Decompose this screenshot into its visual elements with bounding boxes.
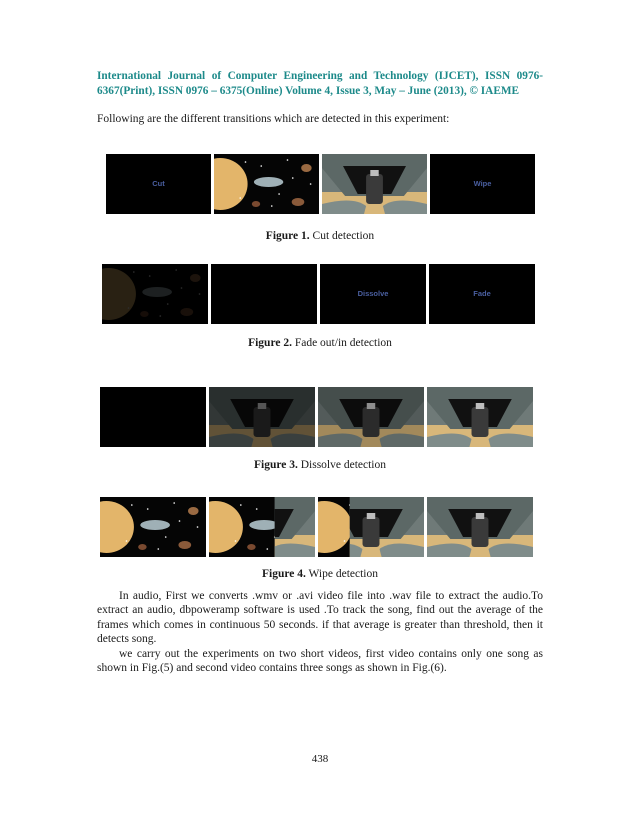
journal-header: International Journal of Computer Engineering and Technology (IJCET), ISSN 0976-6367(Print), ISSN 0976 – 6375(Online) Volume 4, Issue 3, May – June (2013), © IAEME: [97, 70, 543, 97]
figure-1-caption: [97, 229, 543, 243]
page-number: 438: [311, 753, 329, 765]
frame: [427, 387, 533, 447]
frame: [100, 497, 206, 557]
frame: [209, 387, 315, 447]
frame-overlay-label: Dissolve: [357, 289, 389, 299]
frame: [427, 497, 533, 557]
frame: [320, 264, 426, 324]
figure-label: Figure 3.: [253, 459, 298, 471]
figure-label: Figure 1.: [265, 230, 310, 242]
body-text: [97, 589, 543, 675]
frame: [209, 497, 315, 557]
frame: [211, 264, 317, 324]
intro-text: Following are the different transitions which are detected in this experiment:: [97, 113, 450, 125]
figure-4-caption: [97, 567, 543, 581]
figure-2-frames: [102, 264, 538, 324]
body-paragraph: In audio, First we converts .wmv or .avi video file into .wav file to extract the audio.To extract an audio, dbpoweramp software is used .To track the song, find out the average of the frames which comes in continuous 50 seconds. if that average is greater than threshold, then it detects song.: [97, 590, 543, 646]
frame: [100, 387, 206, 447]
figure-title: Dissolve detection: [300, 459, 387, 471]
figure-3-frames: [100, 387, 536, 447]
figure-1-frames: [106, 154, 538, 214]
frame: [318, 387, 424, 447]
frame: [102, 264, 208, 324]
frame-overlay-label: Cut: [152, 179, 165, 189]
frame: [214, 154, 319, 214]
figure-title: Wipe detection: [308, 568, 378, 580]
body-paragraph: we carry out the experiments on two short videos, first video contains only one song as shown in Fig.(5) and second video contains three songs as shown in Fig.(6).: [97, 647, 543, 675]
frame: [429, 264, 535, 324]
figure-3-caption: [97, 458, 543, 472]
figure-2-caption: [97, 336, 543, 350]
frame: [430, 154, 535, 214]
frame: [318, 497, 424, 557]
frame: [322, 154, 427, 214]
frame-overlay-label: Fade: [473, 289, 491, 299]
frame: [106, 154, 211, 214]
frame-overlay-label: Wipe: [473, 179, 492, 189]
figure-4-frames: [100, 497, 536, 557]
figure-title: Cut detection: [312, 230, 375, 242]
figure-label: Figure 4.: [261, 568, 306, 580]
figure-label: Figure 2.: [248, 337, 292, 349]
figure-title: Fade out/in detection: [294, 337, 392, 349]
